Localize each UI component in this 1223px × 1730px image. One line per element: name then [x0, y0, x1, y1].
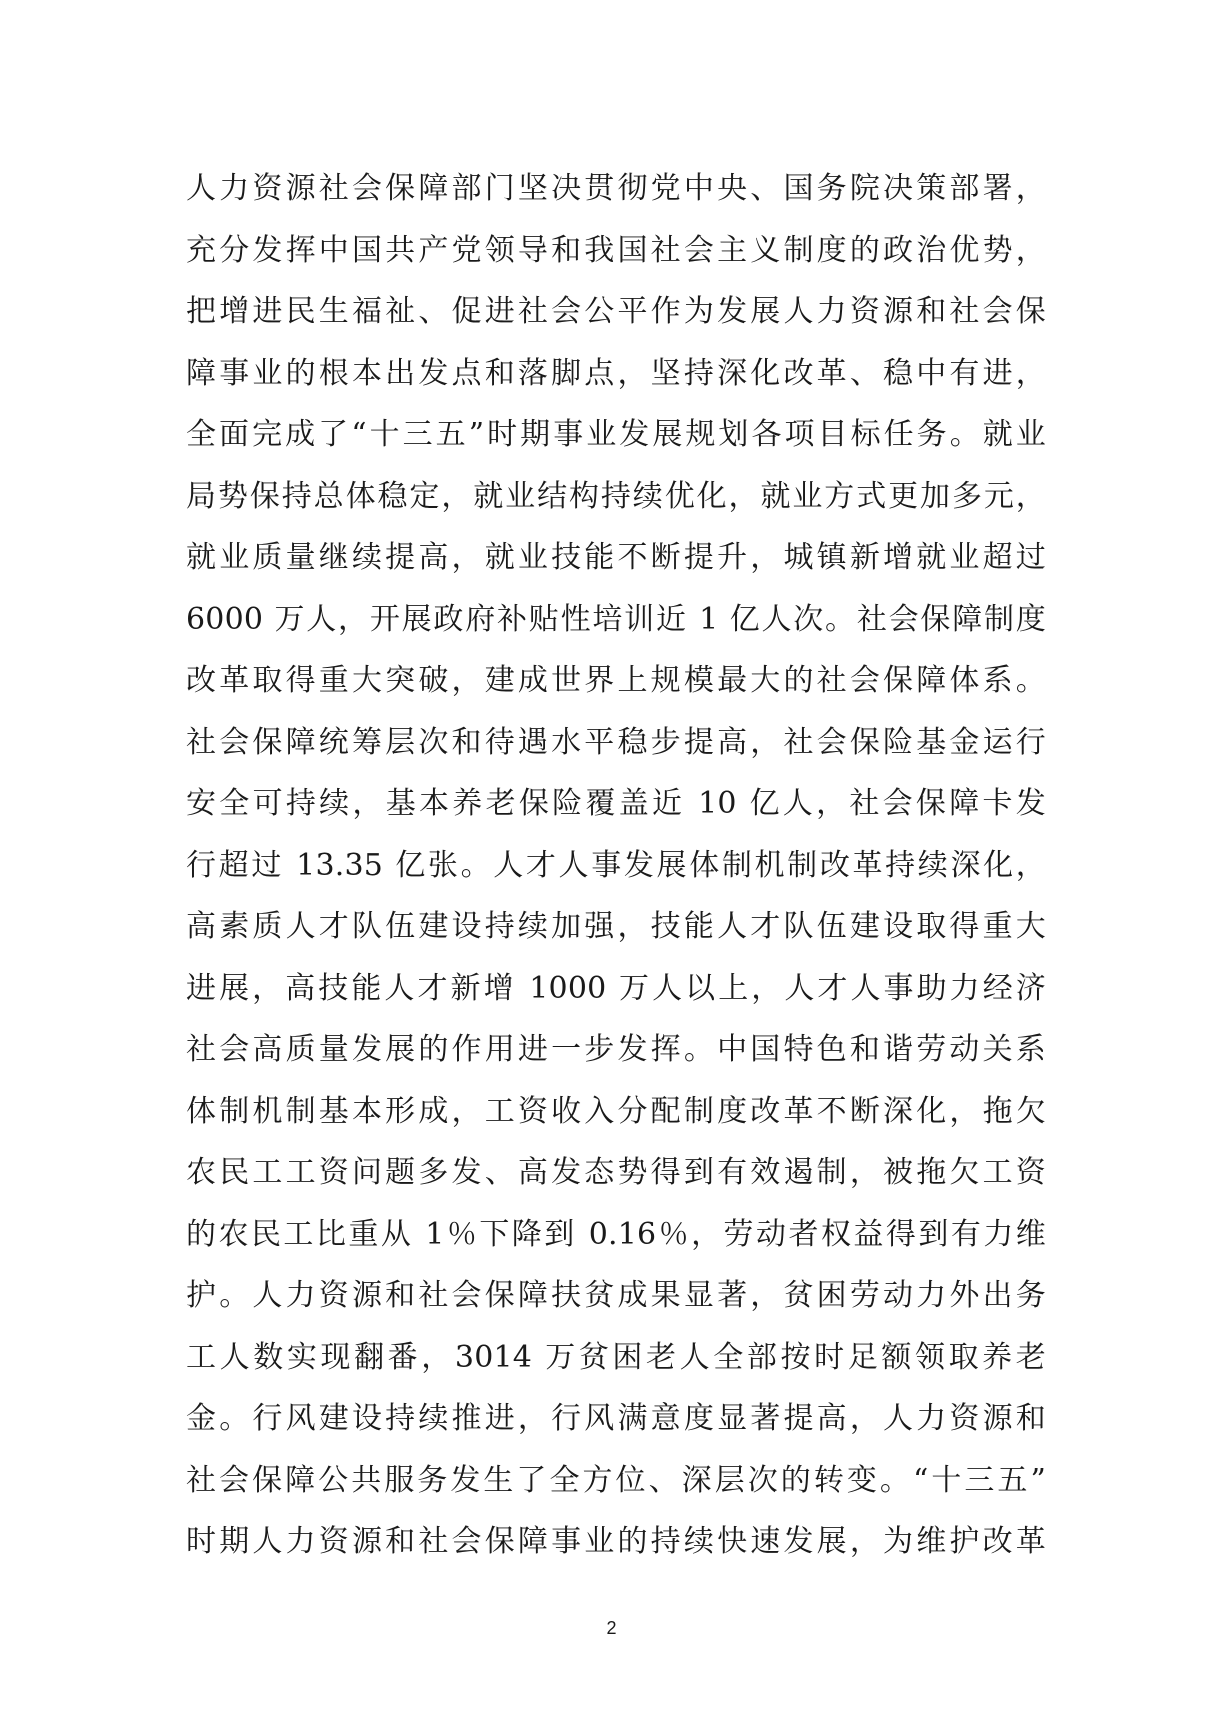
text-line: 局势保持总体稳定，就业结构持续优化，就业方式更加多元，	[186, 478, 1046, 514]
text-line: 人力资源社会保障部门坚决贯彻党中央、国务院决策部署，	[186, 171, 1046, 206]
text-line: 安全可持续，基本养老保险覆盖近 10 亿人，社会保障卡发	[186, 786, 1046, 821]
text-line: 进展，高技能人才新增 1000 万人以上，人才人事助力经济	[186, 970, 1046, 1006]
text-line: 高素质人才队伍建设持续加强，技能人才队伍建设取得重大	[186, 909, 1046, 944]
text-line: 的农民工比重从 1％下降到 0.16％，劳动者权益得到有力维	[186, 1216, 1046, 1252]
page-number: 2	[606, 1618, 617, 1638]
text-line: 农民工工资问题多发、高发态势得到有效遏制，被拖欠工资	[186, 1155, 1046, 1190]
text-line: 障事业的根本出发点和落脚点，坚持深化改革、稳中有进，	[186, 355, 1046, 391]
text-line: 把增进民生福祉、促进社会公平作为发展人力资源和社会保	[186, 294, 1046, 329]
text-line: 6000 万人，开展政府补贴性培训近 1 亿人次。社会保障制度	[186, 601, 1046, 637]
text-line: 时期人力资源和社会保障事业的持续快速发展，为维护改革	[186, 1524, 1046, 1559]
text-line: 改革取得重大突破，建成世界上规模最大的社会保障体系。	[186, 663, 1046, 698]
text-line: 工人数实现翻番，3014 万贫困老人全部按时足额领取养老	[186, 1339, 1046, 1375]
body-paragraph	[186, 158, 1046, 1573]
text-line: 全面完成了“十三五”时期事业发展规划各项目标任务。就业	[186, 417, 1046, 452]
text-line: 社会保障公共服务发生了全方位、深层次的转变。“十三五”	[186, 1462, 1046, 1498]
text-line: 护。人力资源和社会保障扶贫成果显著，贫困劳动力外出务	[186, 1278, 1046, 1313]
text-line: 社会保障统筹层次和待遇水平稳步提高，社会保险基金运行	[186, 724, 1046, 760]
text-line: 体制机制基本形成，工资收入分配制度改革不断深化，拖欠	[186, 1093, 1046, 1129]
text-line: 充分发挥中国共产党领导和我国社会主义制度的政治优势，	[186, 232, 1046, 268]
text-line: 社会高质量发展的作用进一步发挥。中国特色和谐劳动关系	[186, 1032, 1046, 1067]
text-line: 就业质量继续提高，就业技能不断提升，城镇新增就业超过	[186, 540, 1046, 575]
text-line: 金。行风建设持续推进，行风满意度显著提高，人力资源和	[186, 1401, 1046, 1436]
text-line: 行超过 13.35 亿张。人才人事发展体制机制改革持续深化，	[186, 847, 1046, 883]
